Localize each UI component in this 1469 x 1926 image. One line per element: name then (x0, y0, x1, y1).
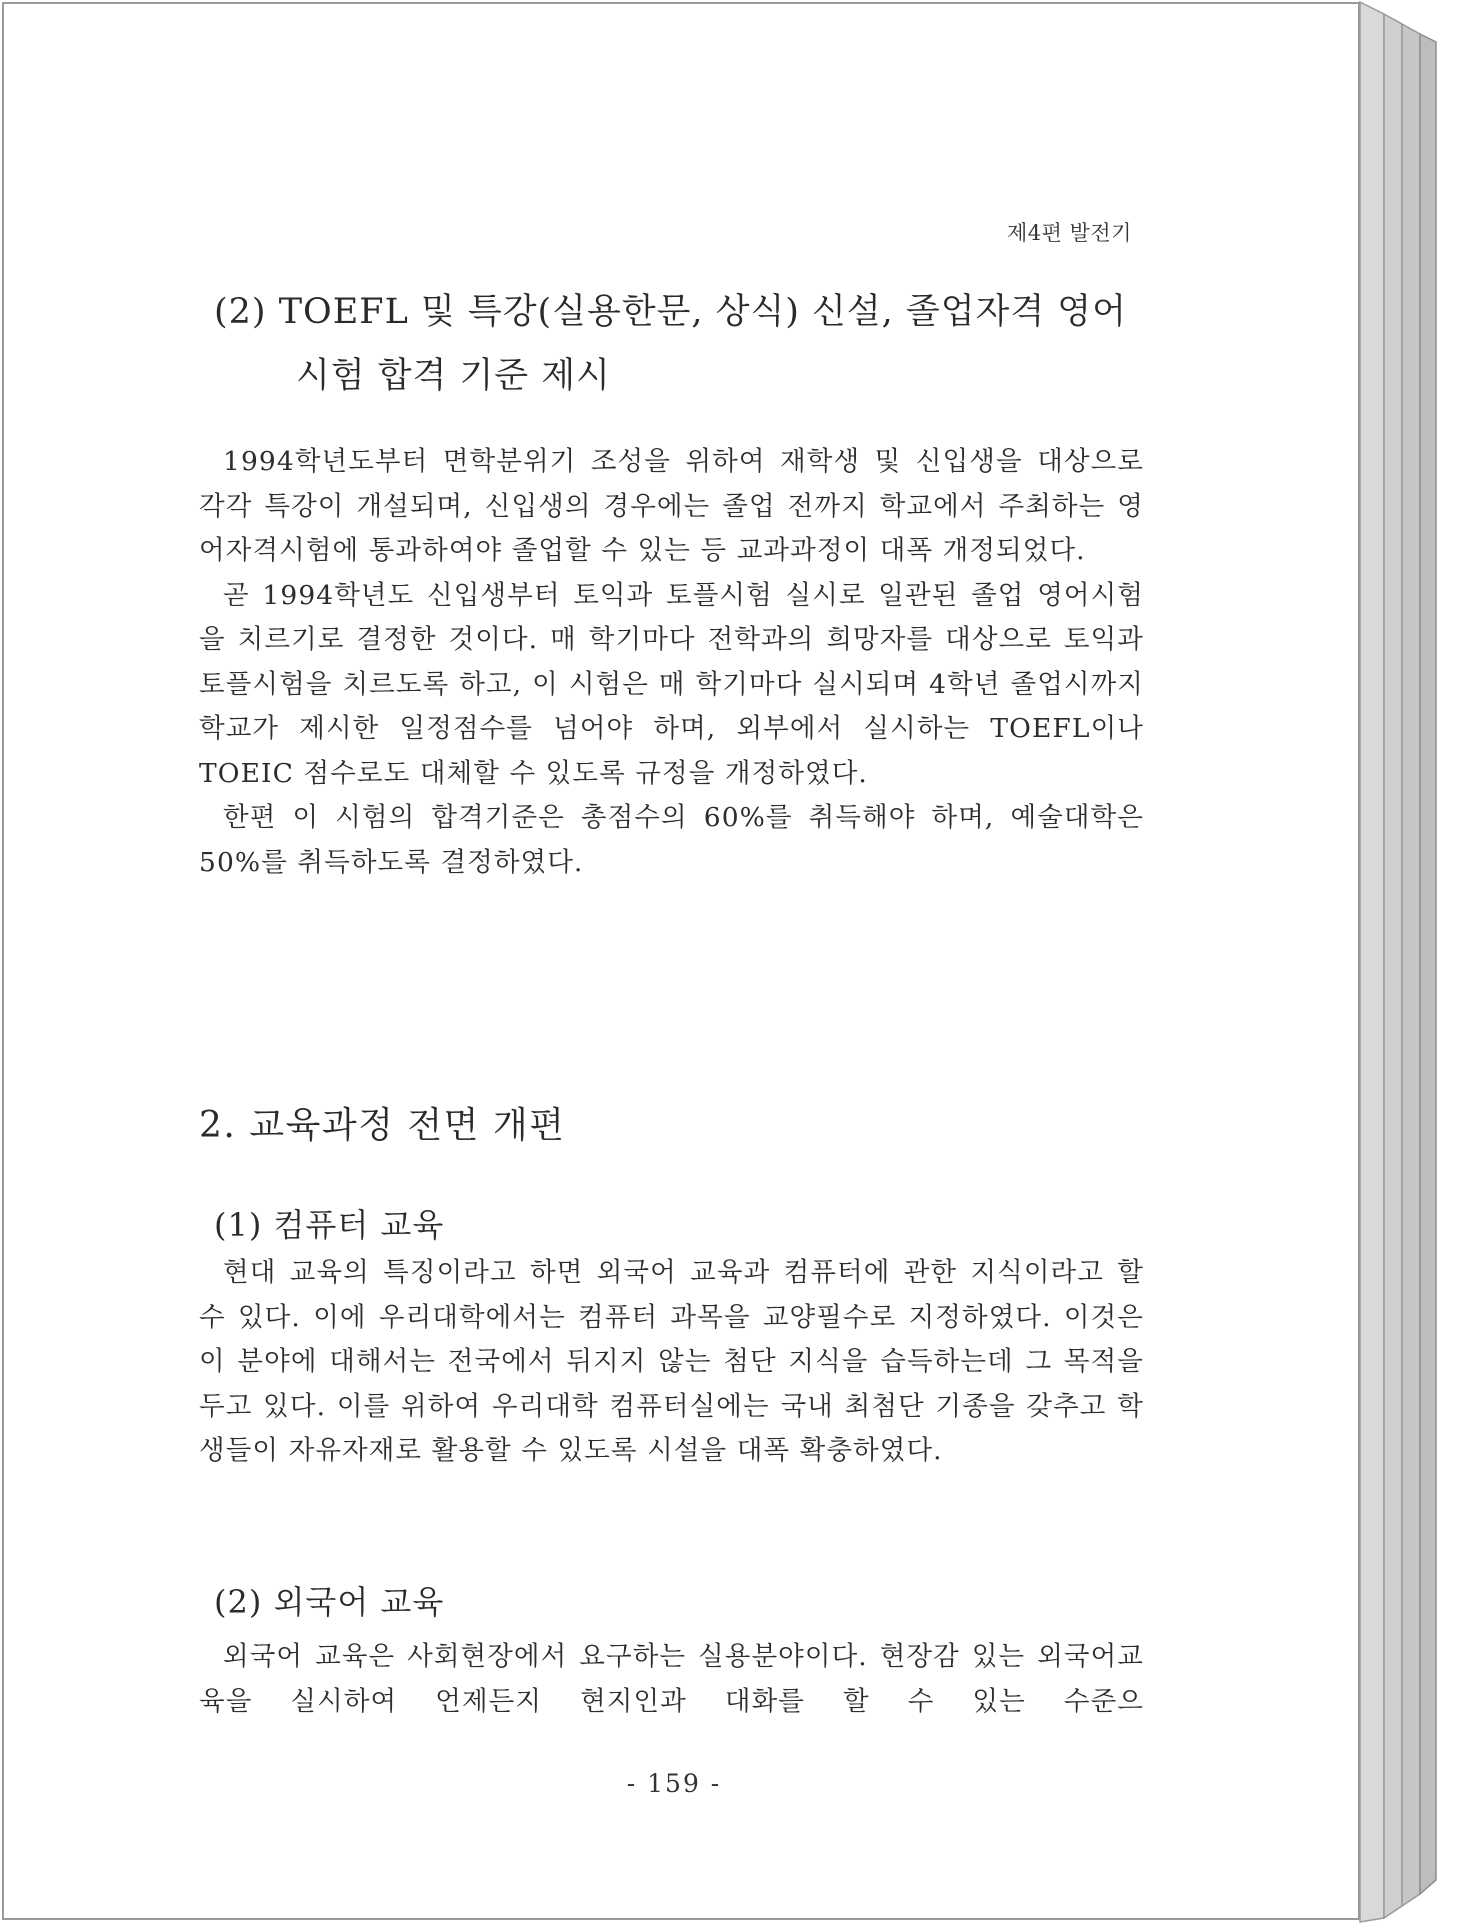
toefl-subheading-line1: (2) TOEFL 및 특강(실용한문, 상식) 신설, 졸업자격 영어 (214, 292, 1127, 332)
foreign-subheading: (2) 외국어 교육 (214, 1583, 445, 1621)
toefl-subheading-line2: 시험 합격 기준 제시 (296, 356, 611, 396)
page-number: - 159 - (626, 1769, 722, 1798)
computer-body (199, 1251, 1144, 1474)
computer-subheading: (1) 컴퓨터 교육 (214, 1206, 445, 1244)
toefl-paragraph-1: 1994학년도부터 면학분위기 조성을 위하여 재학생 및 신입생을 대상으로 각각 특강이 개설되며, 신입생의 경우에는 졸업 전까지 학교에서 주최하는 영어자격시험에 통과하여야 졸업할 수 있는 등 교과과정이 대폭 개정되었다. (199, 446, 1144, 566)
running-header: 제4편 발전기 (1007, 221, 1132, 245)
section-heading-curriculum: 2. 교육과정 전면 개편 (199, 1105, 566, 1146)
book-page (2, 2, 1360, 1920)
foreign-body (199, 1635, 1144, 1724)
toefl-body (199, 440, 1144, 885)
toefl-paragraph-3: 한편 이 시험의 합격기준은 총점수의 60%를 취득해야 하며, 예술대학은 50%를 취득하도록 결정하였다. (199, 802, 1144, 878)
toefl-subheading (214, 280, 1174, 408)
foreign-paragraph: 외국어 교육은 사회현장에서 요구하는 실용분야이다. 현장감 있는 외국어교육을 실시하여 언제든지 현지인과 대화를 할 수 있는 수준으 (199, 1641, 1144, 1717)
toefl-paragraph-2: 곧 1994학년도 신입생부터 토익과 토플시험 실시로 일관된 졸업 영어시험을 치르기로 결정한 것이다. 매 학기마다 전학과의 희망자를 대상으로 토익과 토플시험을 치르도록 하고, 이 시험은 매 학기마다 실시되며 4학년 졸업시까지 학교가 제시한 일정점수를 넘어야 하며, 외부에서 실시하는 TOEFL이나 TOEIC 점수로도 대체할 수 있도록 규정을 개정하였다. (199, 579, 1144, 789)
computer-paragraph: 현대 교육의 특징이라고 하면 외국어 교육과 컴퓨터에 관한 지식이라고 할 수 있다. 이에 우리대학에서는 컴퓨터 과목을 교양필수로 지정하였다. 이것은 이 분야에 대해서는 전국에서 뒤지지 않는 첨단 지식을 습득하는데 그 목적을 두고 있다. 이를 위하여 우리대학 컴퓨터실에는 국내 최첨단 기종을 갖추고 학생들이 자유자재로 활용할 수 있도록 시설을 대폭 확충하였다. (199, 1257, 1144, 1466)
